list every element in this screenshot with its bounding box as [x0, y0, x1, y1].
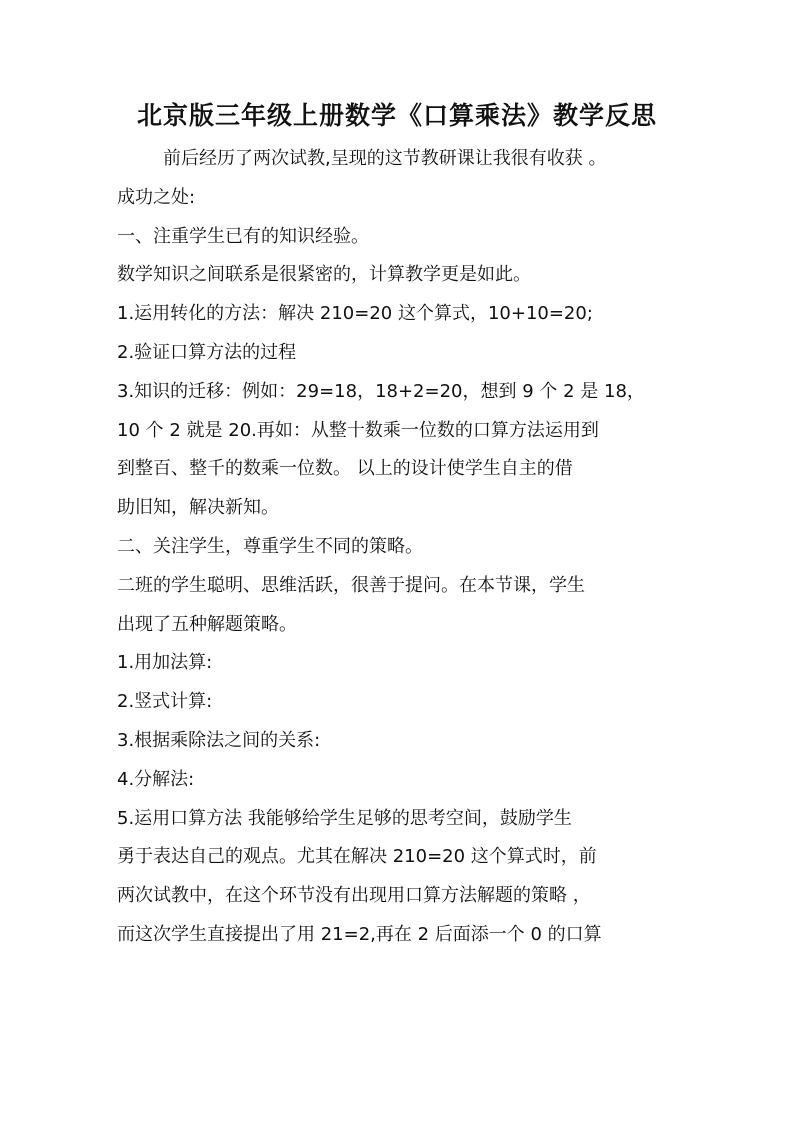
paragraph-line: 助旧知，解决新知。 [117, 497, 279, 519]
paragraph-line: 出现了五种解题策略。 [117, 613, 297, 635]
paragraph-line: 勇于表达自己的观点。尤其在解决 210=20 这个算式时，前 [117, 846, 597, 868]
list-item: 1.用加法算: [117, 652, 213, 674]
section-heading: 一、注重学生已有的知识经验。 [117, 225, 369, 247]
list-item: 3.知识的迁移：例如：29=18，18+2=20，想到 9 个 2 是 18， [117, 380, 645, 402]
paragraph-line: 前后经历了两次试教,呈现的这节教研课让我很有收获 。 [163, 148, 607, 169]
paragraph-line: 10 个 2 就是 20.再如：从整十数乘一位数的口算方法运用到 [117, 419, 599, 441]
list-item: 1.运用转化的方法：解决 210=20 这个算式，10+10=20; [117, 303, 593, 325]
paragraph-line: 而这次学生直接提出了用 21=2,再在 2 后面添一个 0 的口算 [117, 923, 602, 945]
list-item: 5.运用口算方法 我能够给学生足够的思考空间，鼓励学生 [117, 807, 572, 829]
paragraph-line: 数学知识之间联系是很紧密的，计算教学更是如此。 [117, 264, 531, 286]
paragraph-line: 到整百、整千的数乘一位数。 以上的设计使学生自主的借 [117, 458, 573, 480]
list-item: 4.分解法: [117, 768, 195, 790]
section-heading: 二、关注学生，尊重学生不同的策略。 [117, 535, 423, 557]
section-label: 成功之处: [117, 186, 196, 208]
list-item: 2.验证口算方法的过程 [117, 341, 297, 363]
paragraph-line: 两次试教中，在这个环节没有出现用口算方法解题的策略 ， [117, 885, 591, 907]
paragraph-line: 二班的学生聪明、思维活跃，很善于提问。在本节课，学生 [117, 574, 585, 596]
list-item: 2.竖式计算: [117, 691, 213, 713]
document-title: 北京版三年级上册数学《口算乘法》教学反思 [136, 101, 657, 130]
document-body [117, 140, 687, 955]
list-item: 3.根据乘除法之间的关系: [117, 729, 321, 751]
